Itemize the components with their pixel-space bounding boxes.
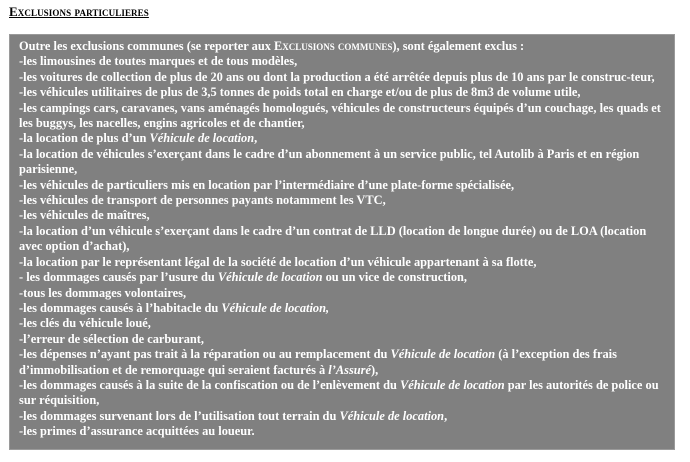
item-emphasis: Véhicule de location: [217, 270, 323, 285]
item-text-end: par les autorités de police ou sur réquisition,: [19, 377, 659, 408]
exclusion-item-confiscation: [19, 378, 665, 409]
item-emphasis: Véhicule de location: [149, 131, 255, 146]
exclusion-item-plus-dun-vehicule: [19, 131, 665, 146]
item-text: -les véhicules de particuliers mis en location par l’intermédiaire d’une plate-forme spécialisée,: [19, 177, 515, 192]
item-text: -les primes d’assurance acquittées au loueur.: [19, 424, 255, 439]
item-text: -les campings cars, caravanes, vans aménagés homologués, véhicules de constructeurs équipés d’un couchage, les quads et les buggys, les nacelles, engins agricoles et de chantier,: [19, 100, 661, 131]
item-text-end: ,: [444, 408, 448, 423]
item-text: -les véhicules de transport de personnes payants notamment les VTC,: [19, 193, 386, 208]
item-emphasis: Véhicule de location: [390, 347, 496, 362]
exclusion-item-limousines: [19, 54, 665, 69]
exclusion-item-vtc: [19, 193, 665, 208]
item-text: -les dommages survenant lors de l’utilisation tout terrain du: [19, 408, 340, 423]
exclusion-item-usure: [19, 270, 665, 285]
exclusion-item-tout-terrain: [19, 409, 665, 424]
exclusion-item-depenses: [19, 347, 665, 378]
item-text: -les dommages causés à la suite de la confiscation ou de l’enlèvement du: [19, 377, 400, 392]
item-text: -l’erreur de sélection de carburant,: [19, 331, 205, 346]
intro-line: [19, 39, 665, 54]
exclusion-item-maitres: [19, 208, 665, 223]
exclusion-item-representant-legal: [19, 255, 665, 270]
item-text: -les limousines de toutes marques et de tous modèles,: [19, 54, 298, 69]
item-text: -les dommages causés à l’habitacle du: [19, 300, 222, 315]
exclusion-item-carburant: [19, 332, 665, 347]
exclusions-box: [9, 34, 675, 450]
exclusion-item-abonnement: [19, 147, 665, 178]
exclusion-item-collection: [19, 70, 665, 85]
item-text: -la location d’un véhicule s’exerçant dans le cadre d’un contrat de LLD (location de longue durée) ou de LOA (location avec option d’achat),: [19, 223, 647, 254]
intro-reference: Exclusions communes: [274, 39, 393, 53]
item-text: -les voitures de collection de plus de 20 ans ou dont la production a été arrêtée depuis plus de 10 ans par le construc-teur,: [19, 69, 655, 84]
exclusion-item-volontaires: [19, 286, 665, 301]
intro-text: Outre les exclusions communes (se reporter aux: [19, 39, 275, 53]
item-text: -la location de véhicules s’exerçant dans le cadre d’un abonnement à un service public, tel Autolib à Paris et en région parisienne,: [19, 146, 640, 177]
item-text: -les dépenses n’ayant pas trait à la réparation ou au remplacement du: [19, 347, 391, 362]
exclusion-item-campings-cars: [19, 101, 665, 132]
exclusion-item-lld-loa: [19, 224, 665, 255]
item-text: -les véhicules de maîtres,: [19, 208, 150, 223]
exclusion-item-habitacle: [19, 301, 665, 316]
exclusion-item-cles: [19, 316, 665, 331]
exclusion-item-utilitaires: [19, 85, 665, 100]
item-emphasis: Véhicule de location: [339, 408, 445, 423]
item-text: -tous les dommages volontaires,: [19, 285, 187, 300]
item-emphasis: Véhicule de location: [400, 377, 505, 392]
intro-text-end: ), sont également exclus :: [392, 39, 525, 53]
exclusion-item-primes: [19, 424, 665, 439]
section-title: Exclusions particulieres: [9, 4, 149, 19]
item-text: -les véhicules utilitaires de plus de 3,5 tonnes de poids total en charge et/ou de plus de 8m3 de volume utile,: [19, 85, 581, 100]
item-text: - les dommages causés par l’usure du: [19, 270, 218, 285]
item-text-end: ),: [371, 362, 379, 377]
item-text: -les clés du véhicule loué,: [19, 316, 151, 331]
item-text: -la location de plus d’un: [19, 131, 150, 146]
item-text-end: ou un vice de construction,: [322, 270, 468, 285]
item-text: -la location par le représentant légal de la société de location d’un véhicule appartenant à sa flotte,: [19, 254, 537, 269]
item-text-middle: (à l’exception des frais d’immobilisation et de remorquage qui seraient facturés à: [19, 347, 617, 377]
item-emphasis: Véhicule de location,: [221, 300, 330, 315]
item-emphasis-assure: l’Assuré: [328, 362, 371, 377]
item-text-end: ,: [254, 131, 258, 146]
exclusion-item-plate-forme: [19, 178, 665, 193]
